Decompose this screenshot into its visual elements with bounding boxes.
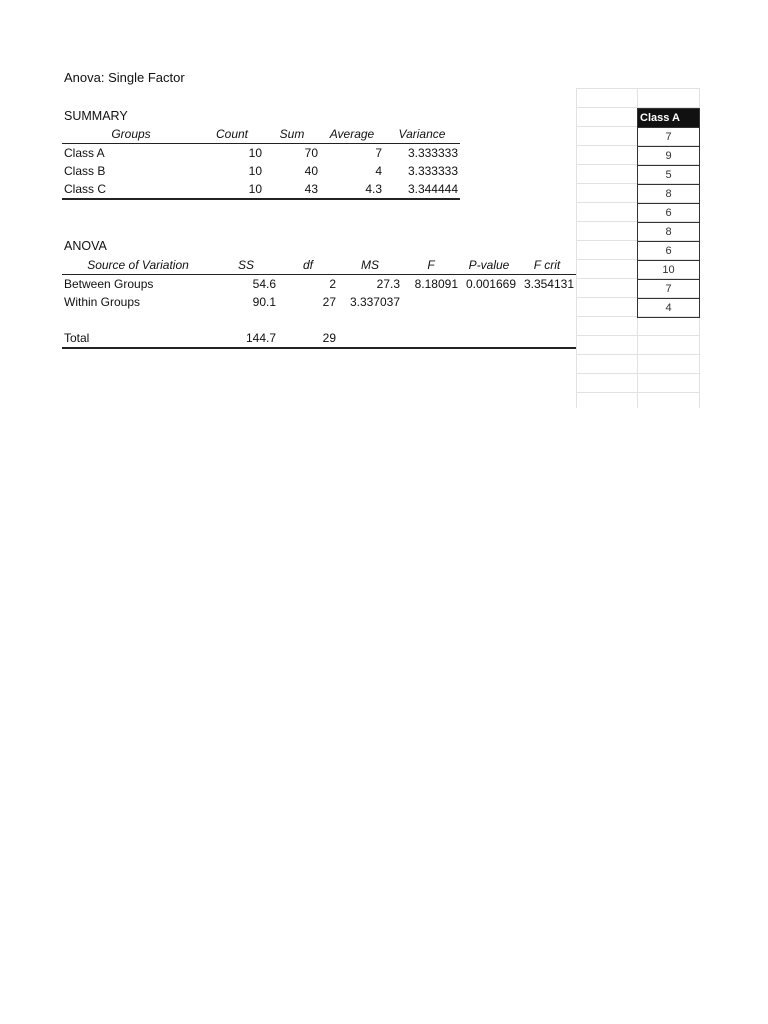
grid-line	[576, 354, 700, 355]
summary-header-row	[62, 125, 460, 144]
grid-line	[576, 392, 700, 393]
anova-cell: 27	[322, 295, 336, 309]
anova-cell	[460, 329, 518, 348]
anova-cell	[214, 311, 278, 329]
anova-header-f: F	[402, 256, 460, 275]
anova-cell	[402, 293, 460, 311]
class-a-column	[637, 108, 700, 318]
table-row	[62, 293, 576, 311]
summary-cell: 70	[304, 146, 318, 160]
table-row	[62, 329, 576, 348]
summary-header-count: Count	[200, 125, 264, 144]
summary-cell: Class B	[64, 164, 106, 178]
summary-cell: 7	[375, 146, 382, 160]
anova-header-f-crit: F crit	[518, 256, 576, 275]
grid-line	[576, 335, 700, 336]
summary-cell: 3.333333	[407, 146, 458, 160]
anova-cell: Total	[62, 329, 214, 348]
anova-cell	[518, 329, 576, 348]
anova-header-source: Source of Variation	[62, 256, 214, 275]
summary-label: SUMMARY	[64, 109, 128, 123]
anova-cell	[460, 311, 518, 329]
summary-cell: 3.333333	[407, 164, 458, 178]
summary-cell: 40	[304, 164, 318, 178]
anova-cell: 3.354131	[523, 277, 574, 291]
anova-header-ms: MS	[338, 256, 402, 275]
summary-table	[62, 125, 460, 200]
anova-cell: 144.7	[214, 329, 278, 348]
grid-line	[576, 88, 577, 408]
class-a-value: 6	[638, 242, 700, 261]
class-a-header: Class A	[638, 109, 700, 128]
summary-cell: 43	[264, 180, 320, 199]
class-a-value: 9	[638, 147, 700, 166]
anova-header-df: df	[278, 256, 338, 275]
anova-cell	[278, 311, 338, 329]
summary-cell: 4.3	[320, 180, 384, 199]
anova-cell: 0.001669	[465, 277, 516, 291]
anova-header-row	[62, 256, 576, 275]
grid-line	[576, 88, 700, 89]
table-row	[62, 311, 576, 329]
summary-cell: 10	[248, 146, 262, 160]
anova-header-p-value: P-value	[460, 256, 518, 275]
class-a-value: 6	[638, 204, 700, 223]
anova-cell	[518, 293, 576, 311]
anova-cell	[518, 311, 576, 329]
table-row	[62, 180, 460, 199]
anova-cell	[338, 311, 402, 329]
anova-cell	[402, 311, 460, 329]
anova-cell: 90.1	[252, 295, 276, 309]
anova-cell	[402, 329, 460, 348]
summary-cell: 10	[248, 164, 262, 178]
summary-cell: 10	[200, 180, 264, 199]
anova-cell: 3.337037	[349, 295, 400, 309]
anova-cell	[338, 329, 402, 348]
anova-cell: 29	[278, 329, 338, 348]
class-a-value: 8	[638, 185, 700, 204]
summary-cell: 3.344444	[384, 180, 460, 199]
table-row	[62, 162, 460, 180]
class-a-value: 10	[638, 261, 700, 280]
anova-cell: 27.3	[376, 277, 400, 291]
grid-line	[576, 373, 700, 374]
class-a-value: 7	[638, 128, 700, 147]
anova-cell: Within Groups	[64, 295, 141, 309]
summary-header-average: Average	[320, 125, 384, 144]
class-a-value: 8	[638, 223, 700, 242]
page-title: Anova: Single Factor	[64, 70, 185, 85]
anova-cell: 2	[329, 277, 336, 291]
anova-header-ss: SS	[214, 256, 278, 275]
anova-cell: 8.18091	[414, 277, 458, 291]
class-a-value: 4	[638, 299, 700, 318]
table-row	[62, 144, 460, 163]
table-row	[62, 275, 576, 294]
class-a-value: 5	[638, 166, 700, 185]
summary-cell: 4	[375, 164, 382, 178]
anova-cell	[62, 311, 214, 329]
anova-cell	[460, 293, 518, 311]
summary-cell: Class C	[62, 180, 200, 199]
summary-header-groups: Groups	[62, 125, 200, 144]
anova-cell: 54.6	[252, 277, 276, 291]
anova-cell: Between Groups	[64, 277, 154, 291]
summary-header-sum: Sum	[264, 125, 320, 144]
summary-header-variance: Variance	[384, 125, 460, 144]
anova-label: ANOVA	[64, 239, 107, 253]
anova-table	[62, 256, 576, 349]
class-a-value: 7	[638, 280, 700, 299]
summary-cell: Class A	[64, 146, 105, 160]
